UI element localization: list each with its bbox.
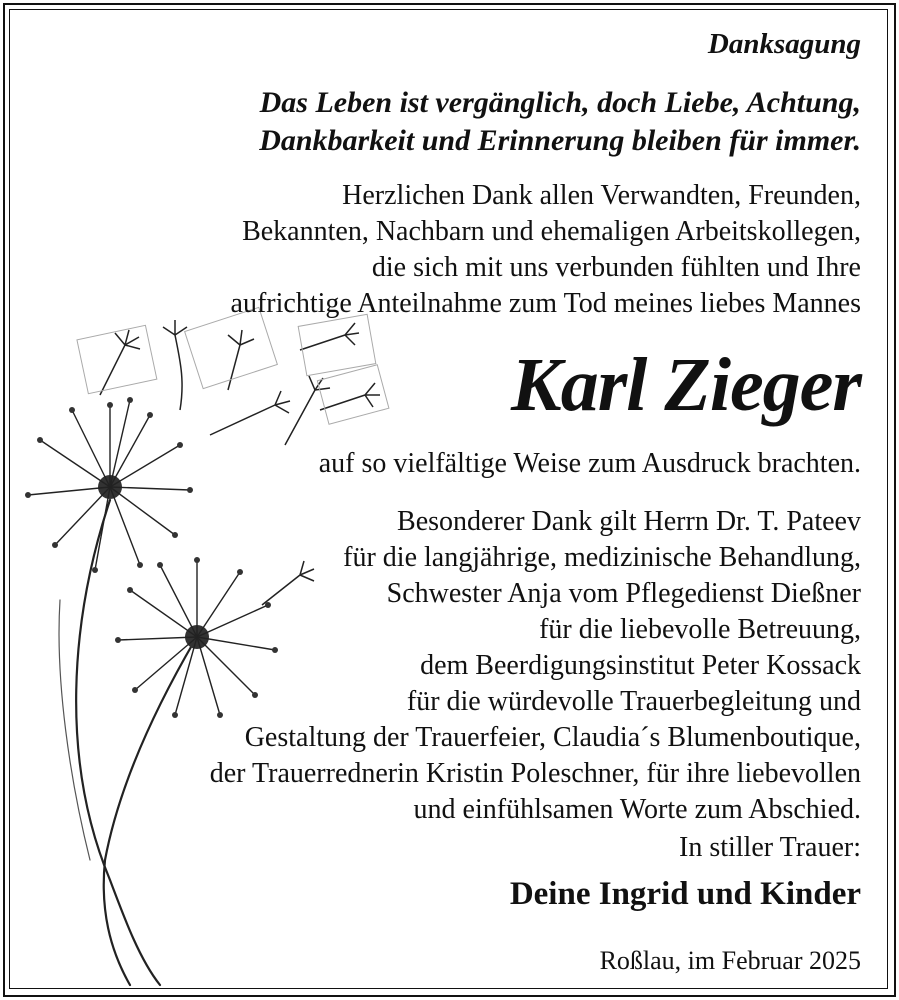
intro-text (231, 178, 861, 322)
dandelion-flower-upper (25, 397, 193, 573)
after-name-text: auf so vielfältige Weise zum Ausdruck brachten. (318, 448, 861, 479)
intro-line: die sich mit uns verbunden fühlten und Ihre (371, 252, 861, 283)
motto-line: Das Leben ist vergänglich, doch Liebe, Achtung, (259, 86, 861, 119)
heading: Danksagung (707, 28, 861, 60)
intro-line: aufrichtige Anteilnahme zum Tod meines liebes Mannes (230, 288, 861, 319)
thanks-line: Gestaltung der Trauerfeier, Claudia´s Blumenboutique, (244, 722, 861, 753)
thanks-line: der Trauerrednerin Kristin Poleschner, für ihre liebevollen (209, 758, 861, 789)
deceased-name: Karl Zieger (511, 343, 861, 427)
motto-line: Dankbarkeit und Erinnerung bleiben für immer. (259, 124, 861, 157)
mourning-line: In stiller Trauer: (679, 832, 861, 863)
motto (259, 84, 861, 160)
signature: Deine Ingrid und Kinder (509, 876, 861, 912)
thanks-line: für die würdevolle Trauerbegleitung und (406, 686, 861, 717)
thanks-line: für die langjährige, medizinische Behandlung, (343, 542, 861, 573)
thanks-line: Schwester Anja vom Pflegedienst Dießner (386, 578, 861, 609)
intro-line: Bekannten, Nachbarn und ehemaligen Arbeitskollegen, (242, 216, 861, 247)
intro-line: Herzlichen Dank allen Verwandten, Freunden, (342, 180, 861, 211)
thanks-line: für die liebevolle Betreuung, (539, 614, 861, 645)
thanks-line: Besonderer Dank gilt Herrn Dr. T. Pateev (397, 506, 861, 537)
thanks-line: und einfühlsamen Worte zum Abschied. (413, 794, 861, 825)
thanks-line: dem Beerdigungsinstitut Peter Kossack (420, 650, 861, 681)
place-date: Roßlau, im Februar 2025 (599, 946, 861, 975)
special-thanks (210, 504, 861, 828)
